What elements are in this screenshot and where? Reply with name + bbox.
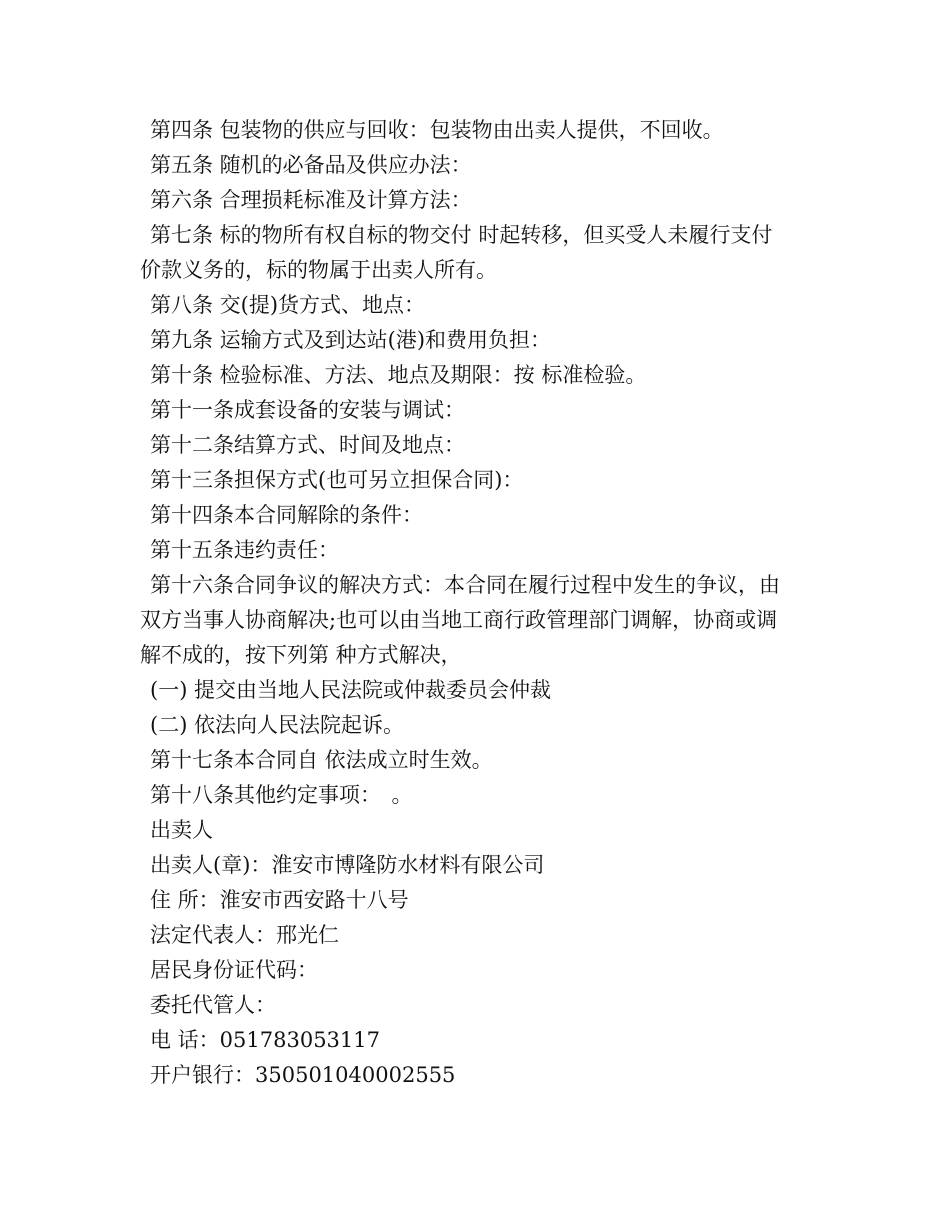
seller-seal: 出卖人(章)：淮安市博隆防水材料有限公司 xyxy=(150,853,545,877)
authorized-agent: 委托代管人： xyxy=(150,993,276,1017)
clause-8: 第八条 交(提)货方式、地点： xyxy=(150,293,426,317)
clause-13: 第十三条担保方式(也可另立担保合同)： xyxy=(150,468,524,492)
clause-11: 第十一条成套设备的安装与调试： xyxy=(150,398,465,422)
clause-4: 第四条 包装物的供应与回收：包装物由出卖人提供，不回收。 xyxy=(150,118,724,142)
seller-address: 住 所：淮安市西安路十八号 xyxy=(150,888,409,912)
clause-16: 第十六条合同争议的解决方式：本合同在履行过程中发生的争议，由 xyxy=(150,573,780,597)
clause-6: 第六条 合理损耗标准及计算方法： xyxy=(150,188,472,212)
clause-9: 第九条 运输方式及到达站(港)和费用负担： xyxy=(150,328,552,352)
id-card-code: 居民身份证代码： xyxy=(150,958,318,982)
clause-15: 第十五条违约责任： xyxy=(150,538,339,562)
dispute-option-2: (二) 依法向人民法院起诉。 xyxy=(150,713,405,737)
bank-account: 开户银行：350501040002555 xyxy=(150,1063,456,1087)
legal-representative: 法定代表人：邢光仁 xyxy=(150,923,339,947)
clause-7-continued: 价款义务的，标的物属于出卖人所有。 xyxy=(140,258,497,282)
telephone: 电 话：051783053117 xyxy=(150,1028,381,1052)
clause-5: 第五条 随机的必备品及供应办法： xyxy=(150,153,472,177)
clause-16-continued-2: 解不成的，按下列第 种方式解决， xyxy=(140,643,462,667)
clause-17: 第十七条本合同自 依法成立时生效。 xyxy=(150,748,493,772)
clause-16-continued-1: 双方当事人协商解决;也可以由当地工商行政管理部门调解，协商或调 xyxy=(140,608,778,632)
clause-18: 第十八条其他约定事项： 。 xyxy=(150,783,413,807)
clause-12: 第十二条结算方式、时间及地点： xyxy=(150,433,465,457)
seller-heading: 出卖人 xyxy=(150,818,213,842)
dispute-option-1: (一) 提交由当地人民法院或仲裁委员会仲裁 xyxy=(150,678,552,702)
clause-10: 第十条 检验标准、方法、地点及期限：按 标准检验。 xyxy=(150,363,647,387)
clause-7: 第七条 标的物所有权自标的物交付 时起转移，但买受人未履行支付 xyxy=(150,223,773,247)
clause-14: 第十四条本合同解除的条件： xyxy=(150,503,423,527)
